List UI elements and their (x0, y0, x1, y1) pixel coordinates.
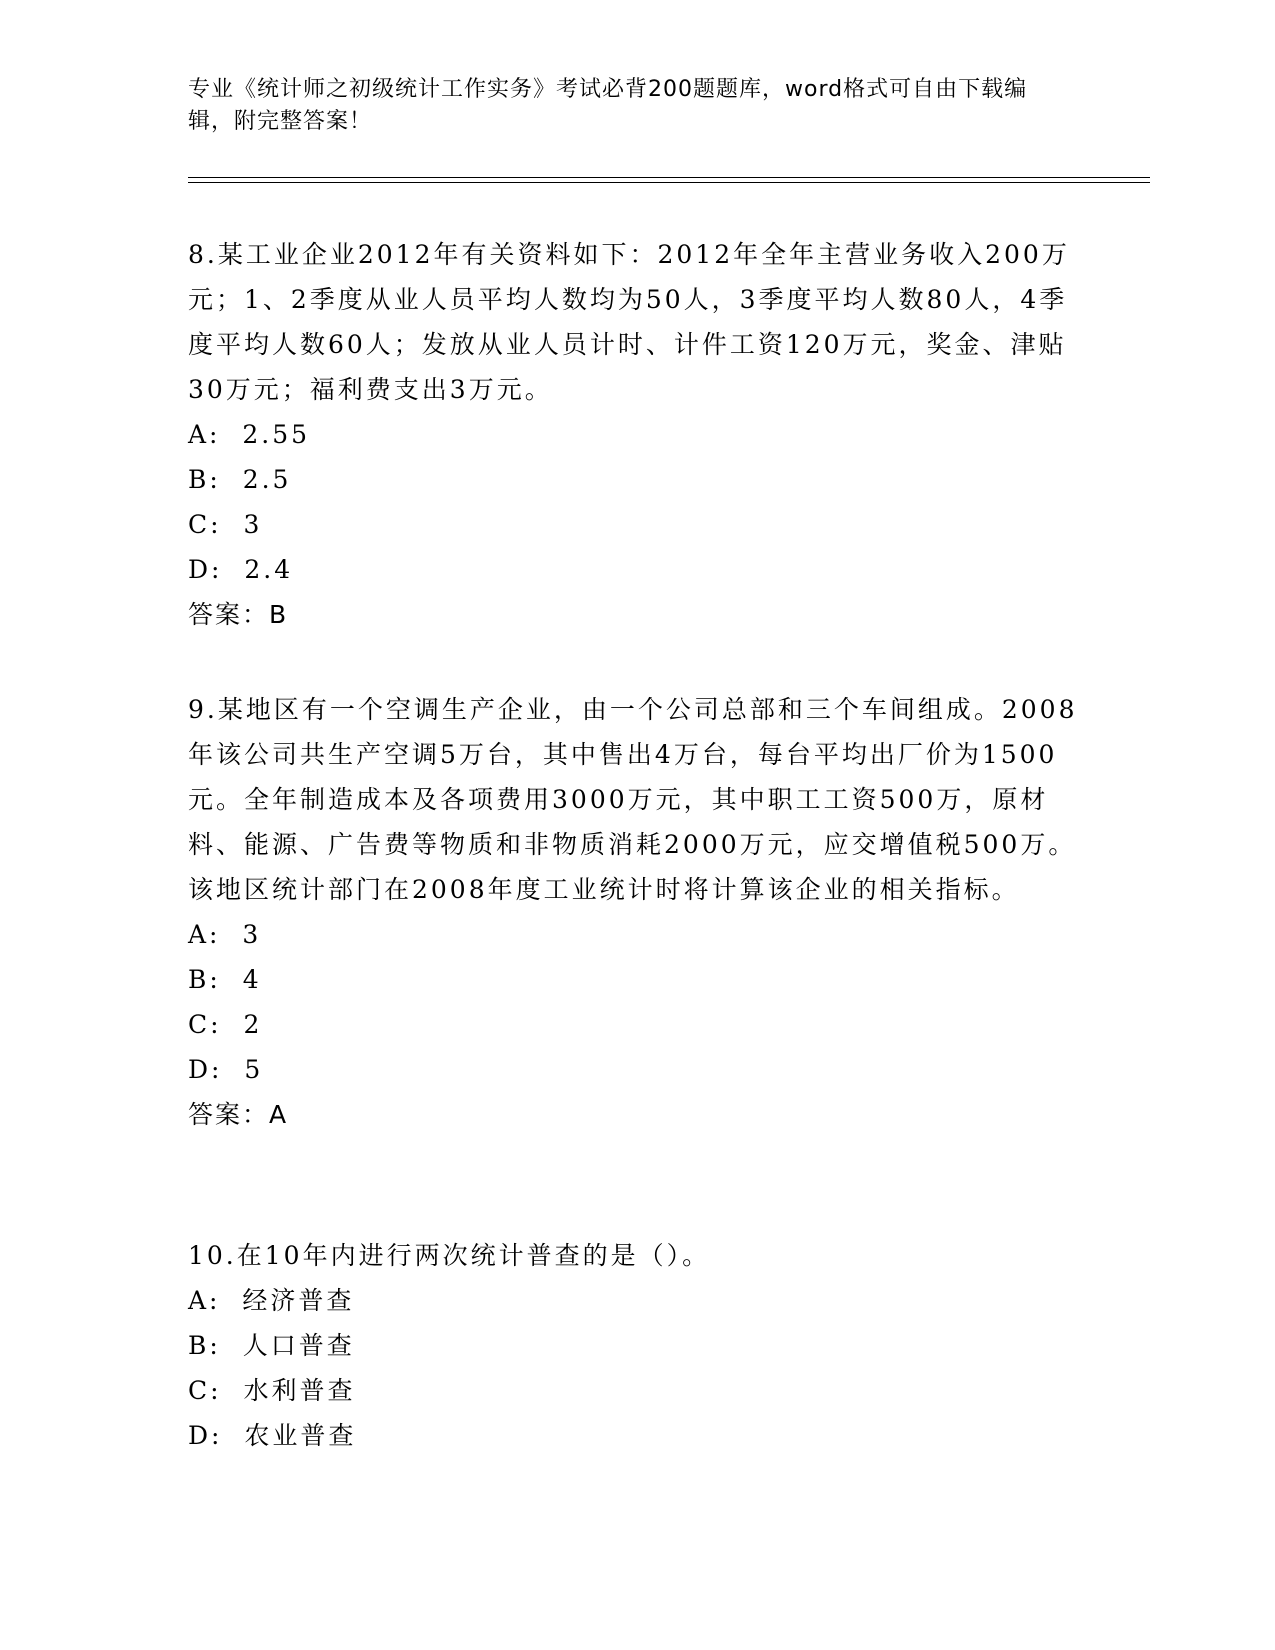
question-9 (188, 687, 1088, 1137)
question-10 (188, 1233, 1088, 1458)
question-text: 8.某工业企业2012年有关资料如下：2012年全年主营业务收入200万元；1、2季度从业人员平均人数均为50人，3季度平均人数80人，4季度平均人数60人；发放从业人员计时、计件工资120万元，奖金、津贴30万元；福利费支出3万元。 (188, 240, 1070, 404)
option-b: B: 2.5 (188, 465, 292, 494)
option-a: A: 3 (188, 920, 262, 949)
option-a: A: 经济普查 (188, 1286, 355, 1315)
option-d: D: 农业普查 (188, 1421, 357, 1450)
option-c: C: 水利普查 (188, 1376, 356, 1405)
document-header: 专业《统计师之初级统计工作实务》考试必背200题题库，word格式可自由下载编辑，附完整答案！ (188, 77, 1028, 134)
option-c: C: 2 (188, 1010, 263, 1039)
option-c: C: 3 (188, 510, 263, 539)
header-divider-top (188, 177, 1150, 178)
answer: 答案：B (188, 600, 289, 629)
option-d: D: 5 (188, 1055, 264, 1084)
question-8 (188, 232, 1088, 637)
header-divider-bottom (188, 182, 1150, 183)
question-text: 10.在10年内进行两次统计普查的是（）。 (188, 1241, 711, 1270)
option-d: D: 2.4 (188, 555, 294, 584)
option-b: B: 人口普查 (188, 1331, 355, 1360)
answer: 答案：A (188, 1100, 289, 1129)
option-a: A: 2.55 (188, 420, 311, 449)
question-text: 9.某地区有一个空调生产企业，由一个公司总部和三个车间组成。2008年该公司共生产空调5万台，其中售出4万台，每台平均出厂价为1500元。全年制造成本及各项费用3000万元，其中职工工资500万，原材料、能源、广告费等物质和非物质消耗2000万元，应交增值税500万。该地区统计部门在2008年度工业统计时将计算该企业的相关指标。 (188, 695, 1078, 904)
option-b: B: 4 (188, 965, 262, 994)
